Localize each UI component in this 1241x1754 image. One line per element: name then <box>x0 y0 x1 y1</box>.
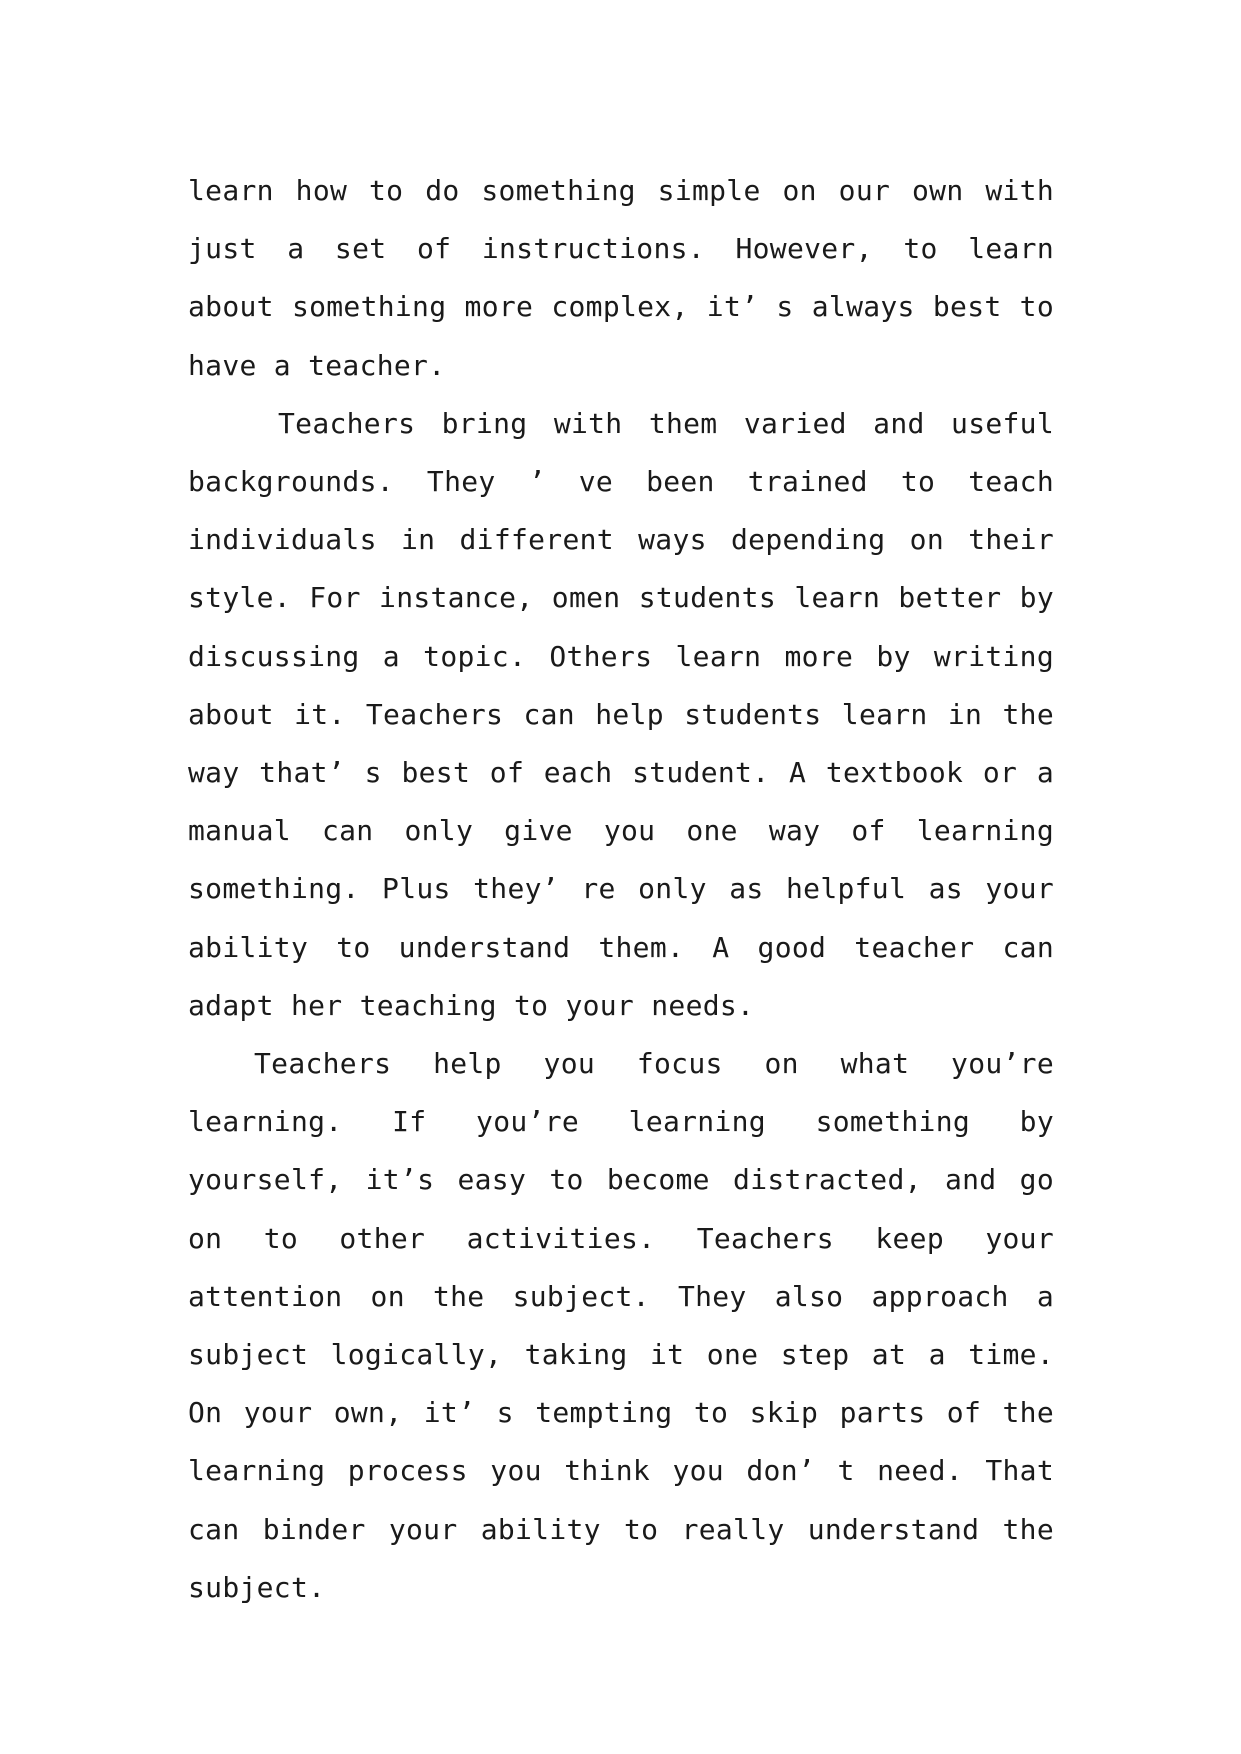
paragraph-1: learn how to do something simple on our own with just a set of instructions. However, to learn about something more complex, it’ s always best to have a teacher. <box>188 174 1054 382</box>
paragraph-2: Teachers bring with them varied and useful backgrounds. They ’ ve been trained to teach individuals in different ways depending on their style. For instance, omen students learn better by discussing a topic. Others learn more by writing about it. Teachers can help students learn in the way that’ s best of each student. A textbook or a manual can only give you one way of learning something. Plus they’ re only as helpful as your ability to understand them. A good teacher can adapt her teaching to your needs. <box>188 406 1054 1022</box>
body-text <box>188 162 1054 1617</box>
paragraph-3: Teachers help you focus on what you’re learning. If you’re learning something by yourself, it’s easy to become distracted, and go on to other activities. Teachers keep your attention on the subject. They also approach a subject logically, taking it one step at a time. On your own, it’ s tempting to skip parts of the learning process you think you don’ t need. That can binder your ability to really understand the subject. <box>188 1047 1054 1604</box>
